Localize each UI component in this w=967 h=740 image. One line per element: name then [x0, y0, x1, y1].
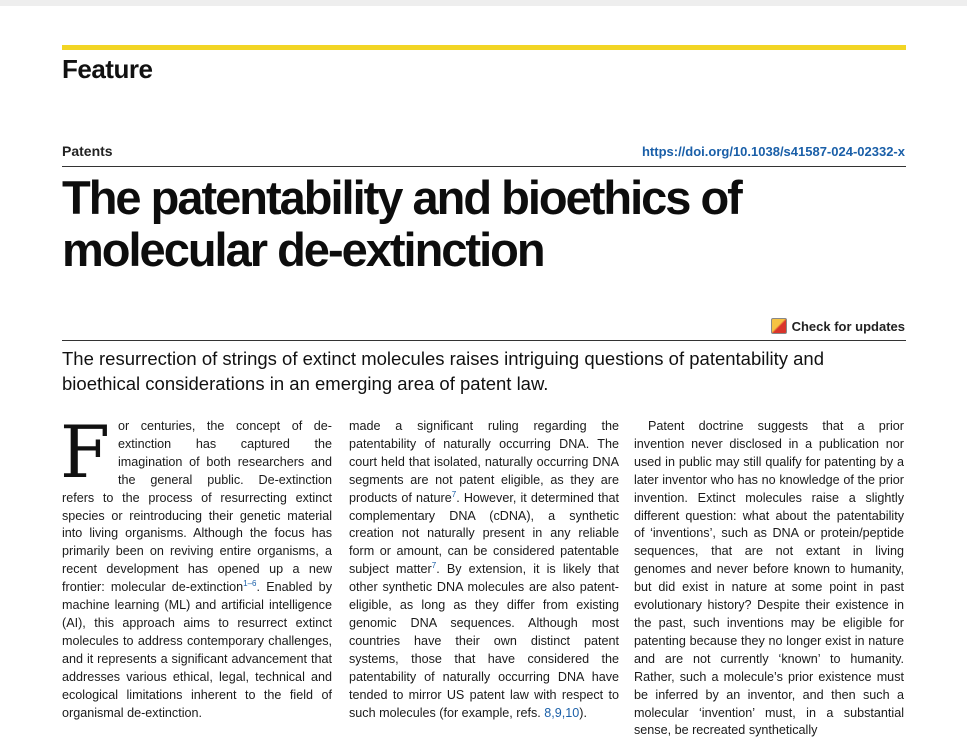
text-run: . By extension, it is likely that other synthetic DNA molecules are also patent-eligible, as long as they differ from existing genomic DNA sequences. Although most countries have their own distinct patent systems, those that have considered the patentability of naturally occurring DNA have tended to mirror US patent law with respect to such molecules (for example, refs.	[349, 562, 619, 720]
citation-ref[interactable]: 1–6	[243, 578, 257, 588]
body-column-1	[60, 410, 332, 722]
drop-cap: F	[60, 410, 110, 494]
title-rule	[62, 166, 906, 167]
citation-ref[interactable]: 7	[431, 561, 437, 571]
text-run: . However, it determined that complementary DNA (cDNA), a synthetic creation not naturally present in any reliable form or amount, can be considered patentable subject matter	[349, 490, 619, 577]
section-accent-rule	[62, 45, 906, 50]
check-updates-label: Check for updates	[791, 318, 905, 334]
section-label: Feature	[62, 54, 153, 84]
doi-link[interactable]: https://doi.org/10.1038/s41587-024-02332-x	[641, 144, 905, 159]
check-updates-icon	[771, 318, 787, 334]
check-for-updates-button[interactable]	[771, 318, 905, 334]
body-paragraph	[60, 410, 332, 722]
top-band	[0, 0, 967, 6]
standfirst-rule	[62, 340, 906, 341]
citation-ref[interactable]: 8,9,10	[544, 705, 580, 720]
article-title: The patentability and bioethics of molecular de-extinction	[62, 171, 741, 276]
body-paragraph	[349, 418, 619, 722]
body-column-2	[349, 418, 619, 722]
body-column-3	[634, 418, 904, 740]
citation-ref[interactable]: 7	[451, 489, 457, 499]
text-run: or centuries, the concept of de-extinction has captured the imagination of both researchers and the general public. De-extinction refers to the process of resurrecting extinct species or reintroducing their genetic material into living organisms. Although the focus has primarily been on reviving entire organisms, a recent development has opened up a new frontier: molecular de-extinction	[62, 419, 332, 595]
body-paragraph: Patent doctrine suggests that a prior invention never disclosed in a publication nor used in public may still qualify for patenting by a later inventor who has no knowledge of the prior invention. Extinct molecules raise a slightly different question: what about the patentability of ‘inventions’, such as DNA or protein/peptide sequences, that are not extant in living genomes and never before known to humanity, but did exist in nature at some point in past evolutionary history? Despite their existence in the past, such inventions may be eligible for patenting because they no longer exist in nature and are not currently ‘known’ to humanity. Rather, such a molecule’s prior existence must be inferred by an inventor, and then such a molecular ‘invention’ must, in a substantial sense, be recreated synthetically	[634, 419, 904, 738]
text-run: made a significant ruling regarding the patentability of naturally occurring DNA. The court held that isolated, naturally occurring DNA segments are not patent eligible, as they are products of nature	[349, 419, 619, 505]
topic-label: Patents	[62, 143, 113, 159]
text-run: ).	[579, 705, 587, 720]
standfirst: The resurrection of strings of extinct molecules raises intriguing questions of patentability and bioethical considerations in an emerging area of patent law.	[62, 348, 824, 394]
text-run: . Enabled by machine learning (ML) and artificial intelligence (AI), this approach aims to resurrect extinct molecules to address contemporary challenges, and it represents a significant advancement that addresses various ethical, legal, technical and ecological limitations inherent to the field of organismal de-extinction.	[62, 580, 332, 720]
